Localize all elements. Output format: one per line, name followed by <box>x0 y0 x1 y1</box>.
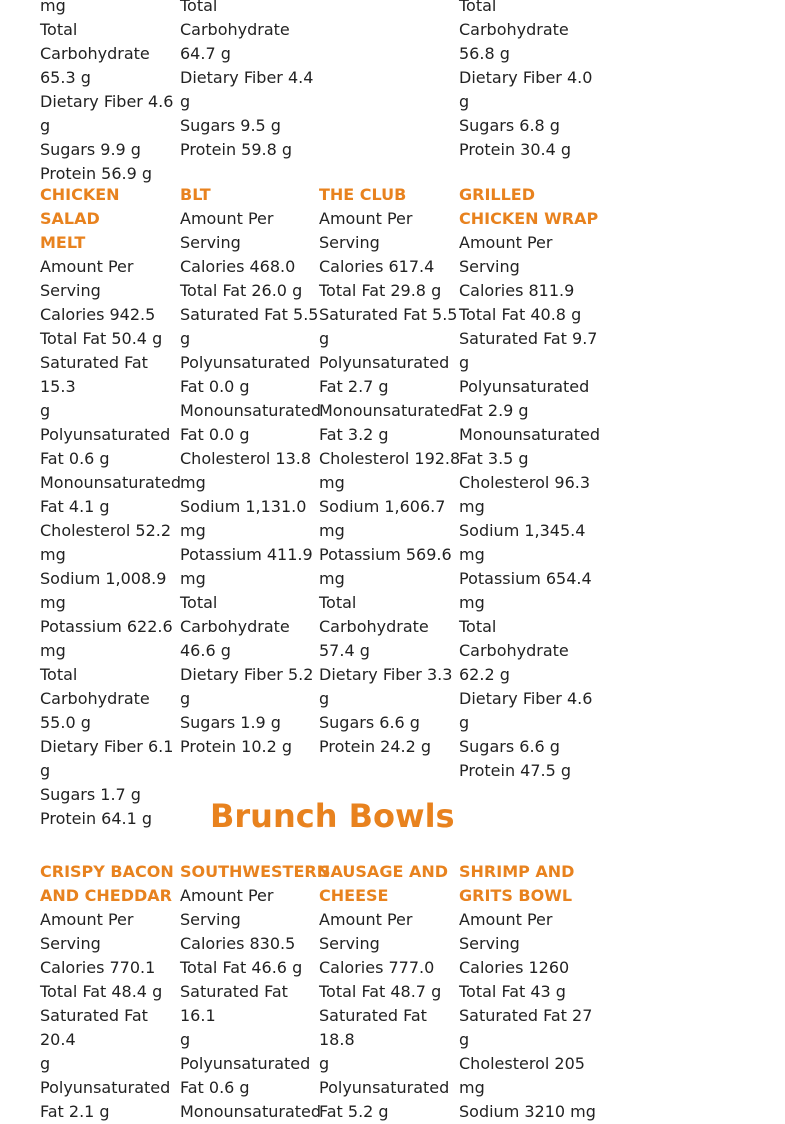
nutrition-line: Monounsaturated <box>40 473 182 492</box>
nutrition-line: 64.7 g <box>180 44 231 63</box>
menu-item-title: CHEESE <box>319 886 389 905</box>
nutrition-line: Total <box>180 0 218 15</box>
nutrition-line: Polyunsaturated <box>319 1078 450 1097</box>
nutrition-line: Amount Per <box>180 886 274 905</box>
nutrition-line: Fat 0.6 g <box>180 1078 250 1097</box>
nutrition-line: Polyunsaturated <box>180 353 311 372</box>
nutrition-line: 55.0 g <box>40 713 91 732</box>
nutrition-line: g <box>40 401 51 420</box>
nutrition-line: Calories 777.0 <box>319 958 435 977</box>
nutrition-line: Total <box>319 593 357 612</box>
nutrition-line: Total <box>40 665 78 684</box>
nutrition-column-top-4 <box>459 0 601 162</box>
nutrition-line: Fat 0.0 g <box>180 377 250 396</box>
nutrition-line: 65.3 g <box>40 68 91 87</box>
menu-item-title: CRISPY BACON <box>40 862 174 881</box>
nutrition-line: Fat 2.1 g <box>40 1102 110 1121</box>
nutrition-line: Fat 4.1 g <box>40 497 110 516</box>
nutrition-line: Polyunsaturated <box>40 425 171 444</box>
nutrition-line: Sugars 6.6 g <box>459 737 560 756</box>
nutrition-line: 56.8 g <box>459 44 510 63</box>
nutrition-line: mg <box>459 497 485 516</box>
menu-item-title: CHICKEN WRAP <box>459 209 599 228</box>
nutrition-line: Fat 5.2 g <box>319 1102 389 1121</box>
nutrition-line: Carbohydrate <box>180 20 290 39</box>
nutrition-line: Sugars 9.5 g <box>180 116 281 135</box>
nutrition-line: Sodium 1,606.7 <box>319 497 446 516</box>
nutrition-line: Calories 617.4 <box>319 257 435 276</box>
nutrition-line: Fat 3.2 g <box>319 425 389 444</box>
nutrition-line: Dietary Fiber 3.3 g <box>319 665 453 708</box>
nutrition-line: Calories 830.5 <box>180 934 296 953</box>
nutrition-line: Dietary Fiber 5.2 g <box>180 665 314 708</box>
nutrition-line: mg <box>180 521 206 540</box>
nutrition-line: Monounsaturated <box>459 425 601 444</box>
nutrition-line: Dietary Fiber 4.6 g <box>459 689 593 732</box>
nutrition-line: Saturated Fat 18.8 <box>319 1006 427 1049</box>
menu-item-blt <box>180 183 322 759</box>
nutrition-line: Carbohydrate <box>180 617 290 636</box>
nutrition-line: 57.4 g <box>319 641 370 660</box>
nutrition-line: Cholesterol 96.3 <box>459 473 591 492</box>
menu-item-chicken-salad-melt <box>40 183 182 831</box>
nutrition-line: Total Fat 46.6 g <box>180 958 303 977</box>
nutrition-line: Total Fat 40.8 g <box>459 305 582 324</box>
nutrition-line: Potassium 411.9 <box>180 545 313 564</box>
nutrition-line: Sugars 9.9 g <box>40 140 141 159</box>
nutrition-line: Saturated Fat 27 g <box>459 1006 593 1049</box>
nutrition-line: Polyunsaturated <box>319 353 450 372</box>
menu-item-title: SAUSAGE AND <box>319 862 448 881</box>
nutrition-line: mg <box>319 569 345 588</box>
nutrition-line: Dietary Fiber 6.1 g <box>40 737 174 780</box>
nutrition-line: Saturated Fat 9.7 <box>459 329 598 348</box>
nutrition-line: Amount Per <box>319 209 413 228</box>
nutrition-line: Monounsaturated <box>180 1102 322 1121</box>
nutrition-line: Dietary Fiber 4.6 g <box>40 92 174 135</box>
nutrition-line: Protein 59.8 g <box>180 140 293 159</box>
nutrition-line: Carbohydrate <box>459 20 569 39</box>
nutrition-line: Total Fat 50.4 g <box>40 329 163 348</box>
nutrition-line: mg <box>459 545 485 564</box>
nutrition-column-top-2 <box>180 0 322 162</box>
nutrition-line: Saturated Fat 15.3 <box>40 353 148 396</box>
menu-item-title: CHICKEN SALAD <box>40 185 120 228</box>
nutrition-line: Saturated Fat 20.4 <box>40 1006 148 1049</box>
menu-item-title: MELT <box>40 233 86 252</box>
nutrition-line: Dietary Fiber 4.0 g <box>459 68 593 111</box>
nutrition-line: Sugars 1.9 g <box>180 713 281 732</box>
nutrition-line: Sugars 6.6 g <box>319 713 420 732</box>
nutrition-line: Potassium 622.6 <box>40 617 173 636</box>
nutrition-line: Fat 3.5 g <box>459 449 529 468</box>
nutrition-line: g <box>180 1030 191 1049</box>
nutrition-line: Carbohydrate <box>40 44 150 63</box>
nutrition-line: Total Fat 29.8 g <box>319 281 442 300</box>
nutrition-line: Serving <box>319 934 380 953</box>
nutrition-line: Polyunsaturated <box>180 1054 311 1073</box>
nutrition-line: g <box>180 329 191 348</box>
nutrition-line: Total Fat 26.0 g <box>180 281 303 300</box>
nutrition-line: Total <box>180 593 218 612</box>
menu-item-sausage-and-cheese <box>319 860 461 1124</box>
nutrition-line: Total Fat 48.7 g <box>319 982 442 1001</box>
nutrition-line: Protein 30.4 g <box>459 140 572 159</box>
nutrition-line: Protein 47.5 g <box>459 761 572 780</box>
nutrition-line: Protein 56.9 g <box>40 164 153 183</box>
nutrition-line: Monounsaturated <box>180 401 322 420</box>
menu-item-southwestern <box>180 860 331 1124</box>
nutrition-line: Dietary Fiber 4.4 g <box>180 68 314 111</box>
nutrition-line: Fat 2.9 g <box>459 401 529 420</box>
nutrition-line: mg <box>459 1078 485 1097</box>
nutrition-line: Total <box>459 617 497 636</box>
nutrition-line: mg <box>319 521 345 540</box>
nutrition-line: Total <box>459 0 497 15</box>
nutrition-line: Polyunsaturated <box>459 377 590 396</box>
nutrition-line: Amount Per <box>459 233 553 252</box>
menu-item-title: SOUTHWESTERN <box>180 862 331 881</box>
nutrition-line: 46.6 g <box>180 641 231 660</box>
nutrition-line: Serving <box>40 934 101 953</box>
nutrition-line: Serving <box>40 281 101 300</box>
nutrition-line: Amount Per <box>180 209 274 228</box>
nutrition-line: Sodium 1,131.0 <box>180 497 307 516</box>
nutrition-line: Cholesterol 52.2 <box>40 521 172 540</box>
menu-item-the-club <box>319 183 461 759</box>
nutrition-line: Sodium 1,008.9 <box>40 569 167 588</box>
nutrition-line: 62.2 g <box>459 665 510 684</box>
nutrition-line: Amount Per <box>40 257 134 276</box>
nutrition-line: Fat 0.0 g <box>180 425 250 444</box>
nutrition-line: g <box>319 1054 330 1073</box>
nutrition-line: Sodium 1,345.4 <box>459 521 586 540</box>
nutrition-line: Amount Per <box>319 910 413 929</box>
nutrition-line: Serving <box>180 233 241 252</box>
nutrition-line: mg <box>40 641 66 660</box>
nutrition-line: Carbohydrate <box>459 641 569 660</box>
nutrition-line: Protein 10.2 g <box>180 737 293 756</box>
nutrition-line: Calories 1260 <box>459 958 570 977</box>
nutrition-line: Potassium 654.4 <box>459 569 592 588</box>
nutrition-line: mg <box>40 545 66 564</box>
menu-item-grilled-chicken-wrap <box>459 183 601 783</box>
menu-item-title: SHRIMP AND <box>459 862 575 881</box>
nutrition-line: Carbohydrate <box>319 617 429 636</box>
nutrition-line: g <box>40 1054 51 1073</box>
nutrition-line: Cholesterol 205 <box>459 1054 585 1073</box>
nutrition-line: Serving <box>459 257 520 276</box>
nutrition-line: Saturated Fat 5.5 <box>319 305 458 324</box>
nutrition-line: Amount Per <box>459 910 553 929</box>
nutrition-line: Protein 24.2 g <box>319 737 432 756</box>
nutrition-line: mg <box>40 0 66 15</box>
nutrition-line: Fat 0.6 g <box>40 449 110 468</box>
nutrition-line: Saturated Fat 5.5 <box>180 305 319 324</box>
nutrition-line: Sugars 6.8 g <box>459 116 560 135</box>
nutrition-line: Cholesterol 192.8 <box>319 449 461 468</box>
nutrition-line: Serving <box>459 934 520 953</box>
menu-item-title: AND CHEDDAR <box>40 886 172 905</box>
nutrition-line: Total Fat 43 g <box>459 982 566 1001</box>
nutrition-line: mg <box>180 569 206 588</box>
menu-item-title: GRITS BOWL <box>459 886 573 905</box>
nutrition-line: Cholesterol 13.8 <box>180 449 312 468</box>
nutrition-line: Potassium 569.6 <box>319 545 452 564</box>
menu-item-title: BLT <box>180 185 211 204</box>
menu-item-title: GRILLED <box>459 185 536 204</box>
nutrition-line: Total Fat 48.4 g <box>40 982 163 1001</box>
menu-item-shrimp-and-grits-bowl <box>459 860 601 1124</box>
nutrition-line: Serving <box>319 233 380 252</box>
nutrition-line: Carbohydrate <box>40 689 150 708</box>
nutrition-line: Serving <box>180 910 241 929</box>
nutrition-line: Protein 64.1 g <box>40 809 153 828</box>
nutrition-line: g <box>319 329 330 348</box>
nutrition-line: Sodium 3210 mg <box>459 1102 596 1121</box>
nutrition-line: Amount Per <box>40 910 134 929</box>
nutrition-line: mg <box>40 593 66 612</box>
nutrition-column-top-1 <box>40 0 182 186</box>
nutrition-line: Calories 942.5 <box>40 305 156 324</box>
nutrition-line: Monounsaturated <box>319 401 461 420</box>
nutrition-line: mg <box>459 593 485 612</box>
nutrition-line: Fat 2.7 g <box>319 377 389 396</box>
nutrition-line: Total <box>40 20 78 39</box>
nutrition-line: Calories 468.0 <box>180 257 296 276</box>
nutrition-line: g <box>459 353 470 372</box>
nutrition-line: Calories 811.9 <box>459 281 575 300</box>
nutrition-line: Calories 770.1 <box>40 958 156 977</box>
nutrition-line: Sugars 1.7 g <box>40 785 141 804</box>
nutrition-line: mg <box>180 473 206 492</box>
menu-item-title: THE CLUB <box>319 185 407 204</box>
nutrition-line: Polyunsaturated <box>40 1078 171 1097</box>
nutrition-line: mg <box>319 473 345 492</box>
section-heading-brunch-bowls: Brunch Bowls <box>210 797 455 835</box>
nutrition-line: Saturated Fat 16.1 <box>180 982 288 1025</box>
menu-item-crispy-bacon-and-cheddar <box>40 860 182 1124</box>
